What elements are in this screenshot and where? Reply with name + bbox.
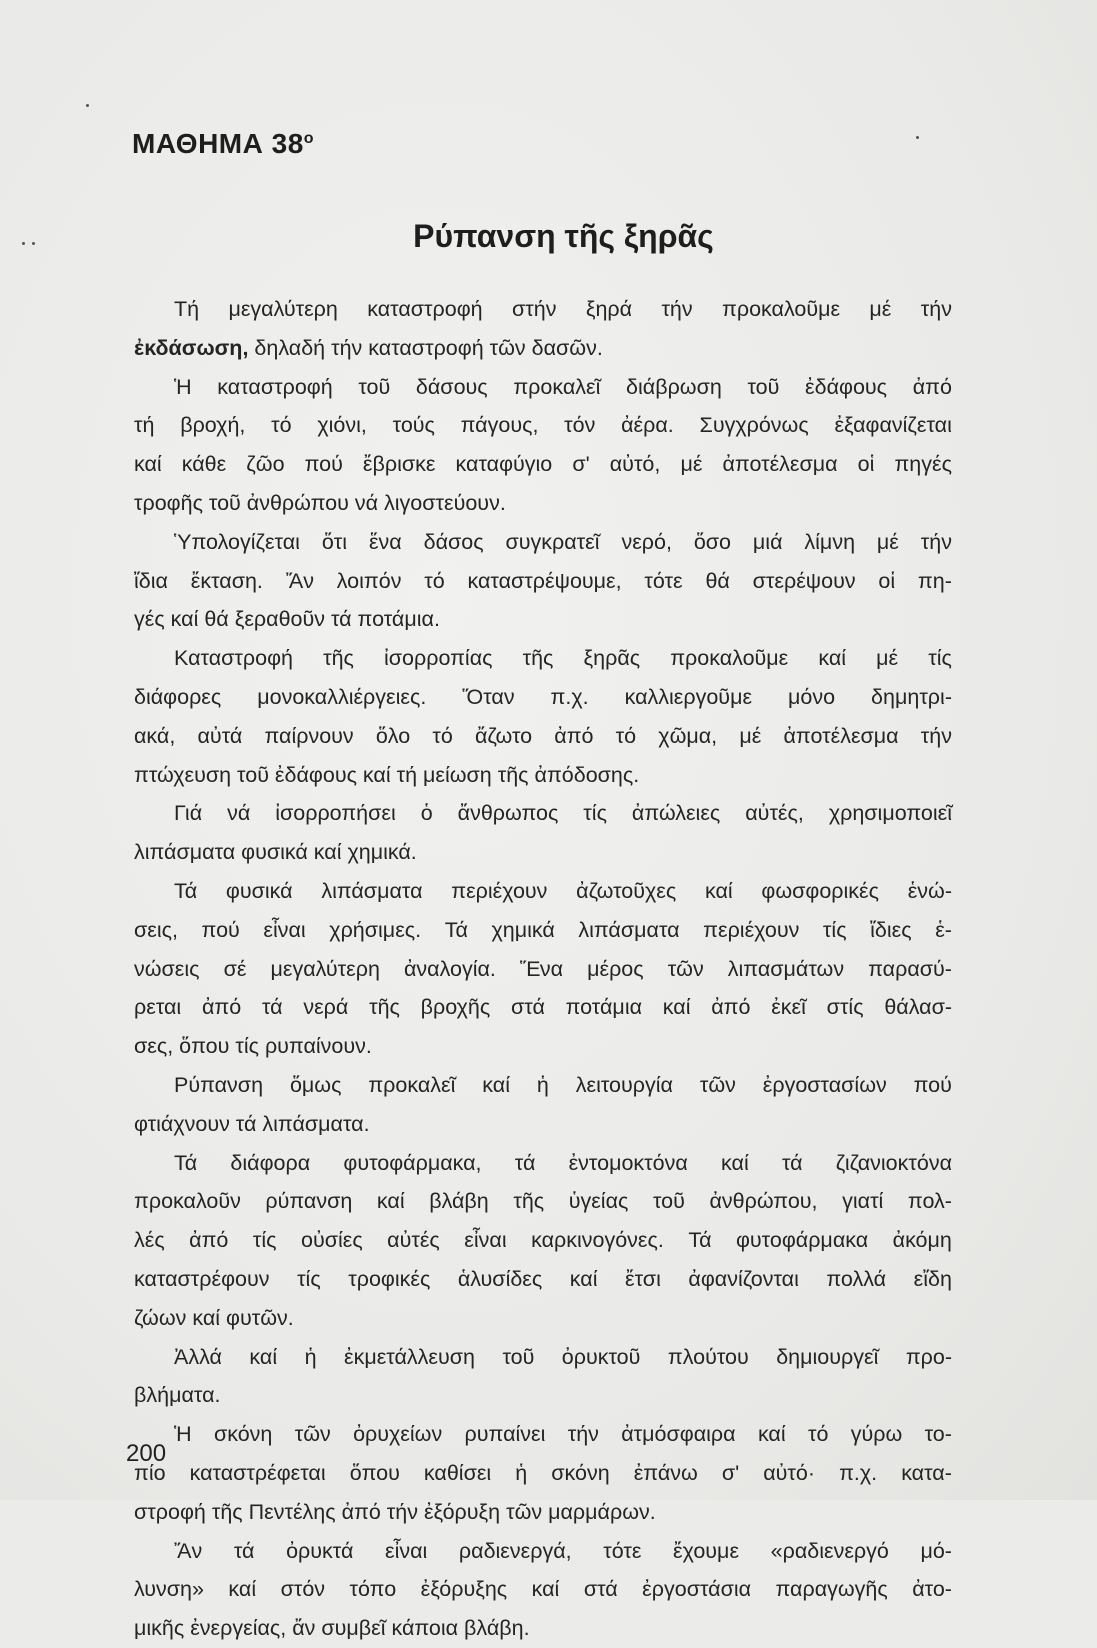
chapter-title: Ρύπανση τῆς ξηρᾶς: [413, 218, 714, 254]
word: αὐτές: [387, 1228, 440, 1253]
lesson-heading-ordinal: ο: [303, 130, 315, 147]
word: ἑ-: [935, 917, 952, 942]
word: ἀνθρώπου,: [709, 1189, 818, 1214]
word: σκόνη: [213, 1422, 273, 1447]
text-line: [134, 639, 952, 678]
word: φυτοφάρμακα,: [343, 1150, 482, 1175]
word: κάθε: [181, 452, 227, 477]
word: καί: [228, 1577, 257, 1602]
word: Ἄν: [285, 568, 314, 593]
word: τοῦ: [652, 1189, 685, 1214]
word: σέ: [223, 956, 247, 981]
word: τά: [514, 1150, 536, 1175]
word: ὅλο: [375, 723, 411, 748]
word: ἐκμετάλλευση: [343, 1344, 475, 1369]
text-line: [134, 290, 952, 329]
word: αὐτά: [197, 723, 243, 748]
word: ἄνθρωπος: [457, 801, 559, 826]
text-line: [134, 1221, 952, 1260]
line-text: γές καί θά ξεραθοῦν τά ποτάμια.: [134, 607, 440, 632]
word: μό-: [920, 1538, 952, 1563]
word: ἑνώ-: [907, 878, 952, 903]
word: διάβρωση: [626, 374, 722, 399]
lesson-heading: [132, 128, 314, 160]
word: καί: [818, 646, 847, 671]
word: ὀρυκτοῦ: [561, 1344, 641, 1369]
text-line: [134, 1570, 952, 1609]
word: ἴδια: [134, 568, 168, 593]
word: ἀπό: [189, 1228, 229, 1253]
word: καί: [721, 1150, 749, 1175]
word: λές: [134, 1228, 165, 1253]
word: τήν: [920, 529, 952, 554]
word: θά: [705, 568, 730, 593]
word: σ': [572, 452, 590, 477]
word: χιόνι,: [317, 413, 367, 438]
word: στήν: [511, 297, 557, 321]
word: οὐσίες: [300, 1228, 363, 1253]
word: καταστρέψουμε,: [467, 568, 622, 593]
word: ζῶο: [246, 452, 285, 477]
word: πού: [201, 917, 240, 942]
word: ἐδάφους: [805, 374, 888, 399]
word: φυσικά: [225, 878, 293, 903]
word: Τή: [174, 297, 200, 321]
word: ἀκόμη: [892, 1228, 952, 1253]
word: παραγωγῆς: [775, 1577, 888, 1602]
word: νερό,: [621, 529, 672, 554]
word: καταστρέφεται: [189, 1460, 326, 1485]
word: ἐπάνω: [633, 1460, 698, 1485]
word: στερέψουν: [752, 568, 856, 593]
word: τίς: [928, 646, 952, 671]
word: μέ: [869, 297, 892, 321]
word: ἀφανίζονται: [688, 1266, 799, 1291]
word: το-: [924, 1422, 952, 1447]
word: καί: [757, 1422, 786, 1447]
word: ὅτι: [321, 529, 348, 554]
word: καθίσει: [423, 1460, 492, 1485]
word: αὐτές,: [745, 801, 804, 826]
word: καταστροφή: [367, 297, 483, 321]
text-line: [134, 484, 952, 523]
word: μεγαλύτερη: [270, 956, 380, 981]
word: καί: [531, 1577, 560, 1602]
word: στίς: [826, 995, 864, 1020]
word: καί: [376, 1189, 405, 1214]
word: προ-: [905, 1344, 952, 1369]
word: τότε: [603, 1538, 642, 1563]
word: ἡ: [515, 1460, 528, 1485]
word: Ἄν: [174, 1538, 203, 1563]
word: ζιζανιοκτόνα: [835, 1150, 952, 1175]
word: τήν: [920, 297, 952, 321]
word: μέ: [739, 723, 762, 748]
text-line: [134, 600, 952, 639]
word: στά: [510, 995, 545, 1020]
paper-speck: [916, 136, 919, 139]
word: εἶναι: [464, 1228, 507, 1253]
word: τότε: [644, 568, 683, 593]
line-text: φτιάχνουν τά λιπάσματα.: [134, 1111, 370, 1136]
word: πη-: [917, 568, 952, 593]
word: «ραδιενεργό: [770, 1538, 889, 1563]
word: λιπασμάτων: [727, 956, 845, 981]
lesson-heading-label: ΜΑΘΗΜΑ 38: [132, 128, 304, 159]
word: τήν: [920, 723, 952, 748]
word: τόν: [564, 413, 596, 438]
word: εἶναι: [263, 917, 306, 942]
word: λιπάσματα: [321, 878, 423, 903]
word: καταστρέφουν: [134, 1266, 270, 1291]
word: ξηρᾶς: [583, 646, 641, 671]
word: νερά: [303, 995, 349, 1020]
word: καί: [134, 452, 162, 477]
word: δάσους: [415, 374, 488, 399]
word: Ἕνα: [519, 956, 564, 981]
text-line: [134, 1493, 952, 1532]
word: οἱ: [878, 568, 896, 593]
word: προκαλοῦμε: [722, 297, 841, 321]
word: ξηρά: [585, 297, 633, 321]
word: ἔβρισκε: [362, 452, 436, 477]
text-line: [134, 833, 952, 872]
text-line: [134, 1066, 952, 1105]
word: πάγους,: [460, 413, 539, 438]
word: πολλά: [826, 1266, 887, 1291]
word: ὑγείας: [568, 1189, 629, 1214]
word: τοῦ: [502, 1344, 535, 1369]
word: χημικά: [491, 917, 555, 942]
line-text: στροφή τῆς Πεντέλης ἀπό τήν ἐξόρυξη τῶν μαρμάρων.: [134, 1499, 656, 1524]
word: κατα-: [901, 1460, 952, 1485]
word: ὅμως: [289, 1072, 342, 1097]
word: ἐξόρυξης: [420, 1577, 508, 1602]
word: πλούτου: [667, 1344, 749, 1369]
word: τή: [134, 413, 155, 438]
word: αὐτό·: [763, 1460, 816, 1485]
word: ὁ: [420, 801, 433, 826]
text-line: [134, 368, 952, 407]
word: ἀτμόσφαιρα: [621, 1422, 736, 1447]
text-line: [134, 794, 952, 833]
word: ἀπό: [554, 723, 594, 748]
word: τά: [261, 995, 283, 1020]
word: ἔχουμε: [673, 1538, 740, 1563]
word: τά: [233, 1538, 255, 1563]
word: ἀπό: [711, 995, 751, 1020]
word: ἀπό: [912, 374, 952, 399]
word: ἐντομοκτόνα: [568, 1150, 688, 1175]
word: τίς: [822, 917, 847, 942]
word: ἐργοστασίων: [762, 1072, 887, 1097]
word: τῶν: [699, 1072, 736, 1097]
word: Γιά: [174, 801, 203, 826]
word: βροχῆς: [420, 995, 491, 1020]
line-text: βλήματα.: [134, 1383, 221, 1408]
word: π.χ.: [839, 1460, 878, 1485]
word: τίς: [252, 1228, 277, 1253]
word: Ἀλλά: [174, 1344, 222, 1369]
word: ἀποτέλεσμα: [783, 723, 899, 748]
word: σ': [721, 1460, 740, 1485]
word: χρήσιμες.: [329, 917, 422, 942]
word: δάσος: [423, 529, 484, 554]
word: τοῦ: [358, 374, 391, 399]
word: τῆς: [513, 1189, 545, 1214]
word: καί: [249, 1344, 278, 1369]
word: νώσεις: [134, 956, 200, 981]
word: μέρος: [587, 956, 644, 981]
word: μονοκαλλιέργειες.: [257, 684, 427, 709]
word: προκαλοῦν: [134, 1189, 241, 1214]
word: ακά,: [134, 723, 176, 748]
word: τόπο: [349, 1577, 397, 1602]
body-text: [134, 290, 952, 1648]
word: χῶμα,: [658, 723, 718, 748]
text-line: [134, 1144, 952, 1183]
word: ὅπου: [349, 1460, 400, 1485]
word: προκαλεῖ: [513, 374, 601, 399]
word: ἡ: [536, 1072, 549, 1097]
word: μιά: [752, 529, 783, 554]
word: λίμνη: [804, 529, 856, 554]
line-text: πτώχευση τοῦ ἐδάφους καί τή μείωση τῆς ἀπόδοσης.: [134, 762, 640, 787]
paper-speck: [32, 242, 35, 245]
word: στά: [583, 1577, 618, 1602]
text-line: [134, 1182, 952, 1221]
word: φωσφορικές: [761, 878, 879, 903]
word: τήν: [661, 297, 693, 321]
word: λοιπόν: [336, 568, 402, 593]
word: ἐξαφανίζεται: [834, 413, 952, 438]
word: πηγές: [894, 452, 952, 477]
word: ἰσορροπήσει: [275, 801, 396, 826]
word: χρησιμοποιεῖ: [828, 801, 952, 826]
word: γύρω: [850, 1422, 903, 1447]
text-line: [134, 1105, 952, 1144]
word: ἀτο-: [912, 1577, 952, 1602]
word: τίς: [583, 801, 607, 826]
word: παρασύ-: [868, 956, 952, 981]
text-line: [134, 406, 952, 445]
word: περιέχουν: [451, 878, 548, 903]
word: τό: [432, 723, 453, 748]
text-line: [134, 1260, 952, 1299]
word: καί: [569, 1266, 598, 1291]
word: ρυπαίνει: [464, 1422, 546, 1447]
word: ἡ: [304, 1344, 317, 1369]
text-line: [134, 678, 952, 717]
word: βροχή,: [180, 413, 246, 438]
word: καί: [704, 878, 733, 903]
word: ἀέρα.: [621, 413, 674, 438]
word: ἕνα: [368, 529, 402, 554]
text-line: [134, 950, 952, 989]
word: ἀζωτοῦχες: [576, 878, 677, 903]
text-line: [134, 911, 952, 950]
bold-term: ἐκδάσωση,: [134, 335, 249, 360]
word: ὀρυχείων: [353, 1422, 443, 1447]
word: Ὅταν: [462, 684, 515, 709]
word: αὐτό,: [609, 452, 661, 477]
word: βλάβη: [429, 1189, 489, 1214]
word: λιπάσματα: [578, 917, 680, 942]
line-text: δηλαδή τήν καταστροφή τῶν δασῶν.: [254, 335, 603, 360]
word: τίς: [297, 1266, 321, 1291]
word: ἰσορροπίας: [383, 646, 493, 671]
word: ἁλυσίδες: [457, 1266, 543, 1291]
word: ραδιενεργά,: [458, 1538, 572, 1563]
word: στόν: [280, 1577, 326, 1602]
word: παίρνουν: [264, 723, 354, 748]
word: Τά: [174, 1150, 198, 1175]
word: Τά: [174, 878, 198, 903]
word: καταφύγιο: [455, 452, 553, 477]
word: ἴδιες: [870, 917, 912, 942]
word: Ὑπολογίζεται: [174, 529, 300, 554]
word: ἀπό: [201, 995, 242, 1020]
word: τό: [615, 723, 637, 748]
text-line: [134, 562, 952, 601]
word: ἀναλογία.: [403, 956, 496, 981]
word: τό: [271, 413, 292, 438]
line-text: μικῆς ἐνεργείας, ἄν συμβεῖ κάποια βλάβη.: [134, 1616, 530, 1641]
word: καί: [482, 1072, 510, 1097]
word: μέ: [876, 529, 899, 554]
word: δημιουργεῖ: [776, 1344, 879, 1369]
word: τῶν: [294, 1422, 331, 1447]
text-line: [134, 445, 952, 484]
word: περιέχουν: [703, 917, 800, 942]
word: εἴδη: [913, 1266, 952, 1291]
word: πολ-: [907, 1189, 952, 1214]
word: ἀπώλειες: [631, 801, 721, 826]
word: καί: [662, 995, 691, 1020]
word: τῆς: [323, 646, 354, 671]
word: διάφορες: [134, 684, 222, 709]
text-line: [134, 872, 952, 911]
word: ἔτσι: [625, 1266, 661, 1291]
word: ρύπανση: [265, 1189, 353, 1214]
word: προκαλοῦμε: [670, 646, 789, 671]
text-line: [134, 1376, 952, 1415]
word: καταστροφή: [217, 374, 333, 399]
word: Συγχρόνως: [699, 413, 809, 438]
word: ρεται: [134, 995, 182, 1020]
word: γιατί: [842, 1189, 884, 1214]
text-line: [134, 1415, 952, 1454]
word: μέ: [876, 646, 899, 671]
word: τό: [807, 1422, 829, 1447]
word: πού: [913, 1072, 952, 1097]
word: εἶναι: [384, 1538, 428, 1563]
word: λυνση»: [134, 1577, 204, 1602]
word: ἄζωτο: [474, 723, 533, 748]
word: μόνο: [788, 684, 836, 709]
word: καρκινογόνες.: [531, 1228, 664, 1253]
word: ὀρυκτά: [286, 1538, 354, 1563]
text-line: [134, 329, 952, 368]
word: φυτοφάρμακα: [735, 1228, 869, 1253]
word: τοῦ: [747, 374, 780, 399]
word: προκαλεῖ: [368, 1072, 456, 1097]
word: τούς: [392, 413, 435, 438]
word: τά: [781, 1150, 803, 1175]
word: συγκρατεῖ: [505, 529, 600, 554]
word: Τά: [688, 1228, 712, 1253]
text-line: [134, 1454, 952, 1493]
word: λειτουργία: [575, 1072, 673, 1097]
word: ἔκταση.: [190, 568, 263, 593]
word: τῆς: [369, 995, 400, 1020]
word: δημητρι-: [871, 684, 952, 709]
word: Ἡ: [174, 1422, 192, 1447]
word: μέ: [680, 452, 703, 477]
word: Τά: [444, 917, 468, 942]
word: πού: [304, 452, 343, 477]
word: τήν: [567, 1422, 599, 1447]
word: ἀποτέλεσμα: [722, 452, 838, 477]
word: τῆς: [522, 646, 554, 671]
word: μεγαλύτερη: [228, 297, 338, 321]
word: ἐργοστάσια: [642, 1577, 752, 1602]
word: Ρύπανση: [174, 1072, 264, 1097]
text-line: [134, 756, 952, 795]
line-text: λιπάσματα φυσικά καί χημικά.: [134, 840, 417, 865]
paper-speck: [22, 242, 25, 245]
word: διάφορα: [230, 1150, 311, 1175]
text-line: [134, 717, 952, 756]
word: τῶν: [667, 956, 704, 981]
word: τροφικές: [348, 1266, 431, 1291]
word: Ἡ: [174, 374, 192, 399]
text-line: [134, 1338, 952, 1377]
text-line: [134, 988, 952, 1027]
line-text: ζώων καί φυτῶν.: [134, 1305, 294, 1330]
word: σεις,: [134, 917, 178, 942]
word: οἱ: [857, 452, 875, 477]
text-line: [134, 523, 952, 562]
word: ὅσο: [693, 529, 732, 554]
word: τό: [424, 568, 445, 593]
word: Καταστροφή: [174, 646, 293, 671]
word: σκόνη: [551, 1460, 610, 1485]
word: ποτάμια: [565, 995, 643, 1020]
text-line: [134, 1027, 952, 1066]
text-line: [134, 1299, 952, 1338]
word: π.χ.: [550, 684, 589, 709]
word: καλλιεργοῦμε: [624, 684, 753, 709]
word: θάλασ-: [884, 995, 952, 1020]
text-line: [134, 1609, 952, 1648]
word: πίο: [134, 1460, 166, 1485]
line-text: τροφῆς τοῦ ἀνθρώπου νά λιγοστεύουν.: [134, 490, 506, 515]
word: νά: [227, 801, 251, 826]
line-text: σες, ὅπου τίς ρυπαίνουν.: [134, 1034, 372, 1059]
paper-speck: [86, 104, 89, 107]
page-number: 200: [126, 1440, 167, 1467]
word: ἐκεῖ: [771, 995, 806, 1020]
text-line: [134, 1532, 952, 1571]
